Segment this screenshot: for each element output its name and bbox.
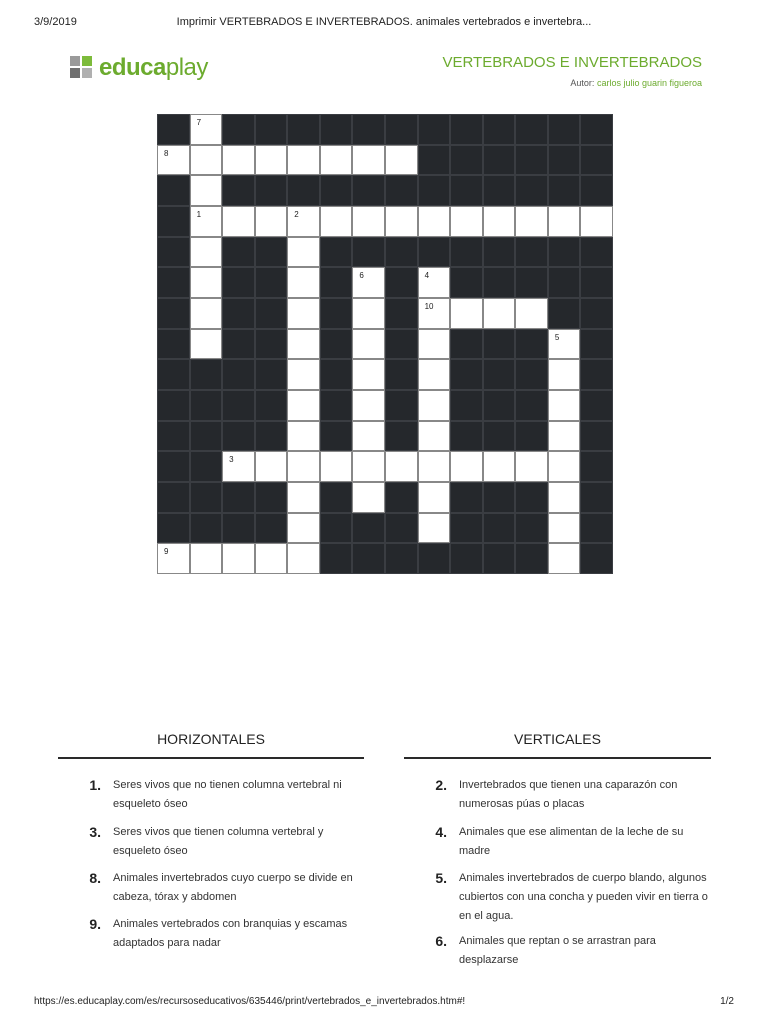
crossword-cell[interactable]	[483, 298, 516, 329]
crossword-puzzle	[157, 114, 613, 574]
crossword-block	[320, 543, 353, 574]
activity-title: VERTEBRADOS E INVERTEBRADOS	[442, 54, 702, 71]
crossword-block	[255, 513, 288, 544]
crossword-block	[385, 114, 418, 145]
crossword-cell[interactable]	[352, 390, 385, 421]
crossword-block	[255, 421, 288, 452]
crossword-cell[interactable]	[515, 451, 548, 482]
crossword-cell[interactable]	[287, 390, 320, 421]
crossword-cell[interactable]	[418, 298, 451, 329]
crossword-block	[157, 237, 190, 268]
crossword-block	[483, 237, 516, 268]
crossword-block	[255, 298, 288, 329]
crossword-cell[interactable]	[483, 451, 516, 482]
crossword-cell[interactable]	[548, 359, 581, 390]
clue-text: Seres vivos que no tienen columna vertebral ni esqueleto óseo	[113, 779, 342, 810]
clue-number: 10	[424, 302, 434, 311]
verticales-clue	[419, 776, 711, 814]
crossword-block	[157, 206, 190, 237]
crossword-cell[interactable]	[548, 206, 581, 237]
clue-number: 1	[196, 210, 202, 219]
crossword-block	[385, 267, 418, 298]
crossword-cell[interactable]	[190, 114, 223, 145]
logo-wordmark	[99, 54, 208, 82]
crossword-block	[222, 513, 255, 544]
crossword-cell[interactable]	[418, 482, 451, 513]
crossword-cell[interactable]	[548, 543, 581, 574]
crossword-block	[222, 482, 255, 513]
crossword-block	[450, 175, 483, 206]
crossword-grid	[157, 114, 613, 574]
crossword-cell[interactable]	[580, 206, 613, 237]
crossword-block	[190, 513, 223, 544]
logo-text-part2: play	[165, 54, 208, 81]
crossword-block	[385, 421, 418, 452]
crossword-block	[222, 267, 255, 298]
crossword-block	[483, 543, 516, 574]
crossword-cell[interactable]	[287, 421, 320, 452]
crossword-block	[287, 114, 320, 145]
verticales-divider	[404, 757, 711, 759]
crossword-block	[483, 329, 516, 360]
crossword-block	[255, 482, 288, 513]
verticales-clue	[419, 823, 711, 861]
clue-number: 8	[164, 148, 169, 158]
crossword-cell[interactable]	[548, 390, 581, 421]
crossword-block	[483, 390, 516, 421]
crossword-cell[interactable]	[548, 451, 581, 482]
crossword-block	[385, 482, 418, 513]
crossword-block	[515, 390, 548, 421]
crossword-cell[interactable]	[352, 482, 385, 513]
crossword-block	[222, 421, 255, 452]
crossword-cell[interactable]	[418, 206, 451, 237]
crossword-block	[450, 237, 483, 268]
crossword-block	[352, 114, 385, 145]
crossword-cell[interactable]	[385, 206, 418, 237]
crossword-block	[320, 359, 353, 390]
author-line	[570, 78, 702, 88]
crossword-cell[interactable]	[352, 451, 385, 482]
crossword-cell[interactable]	[418, 421, 451, 452]
crossword-cell[interactable]	[418, 359, 451, 390]
crossword-cell[interactable]	[255, 206, 288, 237]
crossword-block	[320, 267, 353, 298]
crossword-block	[320, 114, 353, 145]
print-date: 3/9/2019	[34, 16, 77, 28]
clue-list-number: 8.	[89, 870, 101, 886]
crossword-block	[580, 421, 613, 452]
crossword-cell[interactable]	[287, 513, 320, 544]
crossword-cell[interactable]	[352, 359, 385, 390]
crossword-cell[interactable]	[352, 145, 385, 176]
clue-list-number: 6.	[435, 933, 447, 949]
crossword-block	[515, 145, 548, 176]
crossword-cell[interactable]	[352, 298, 385, 329]
crossword-block	[450, 145, 483, 176]
crossword-cell[interactable]	[352, 206, 385, 237]
crossword-cell[interactable]	[287, 543, 320, 574]
crossword-block	[580, 329, 613, 360]
crossword-block	[580, 451, 613, 482]
crossword-block	[580, 267, 613, 298]
clue-text: Animales vertebrados con branquias y escamas adaptados para nadar	[113, 918, 348, 949]
crossword-block	[483, 267, 516, 298]
crossword-block	[385, 329, 418, 360]
crossword-block	[190, 482, 223, 513]
crossword-cell[interactable]	[255, 451, 288, 482]
crossword-block	[580, 114, 613, 145]
crossword-cell[interactable]	[548, 421, 581, 452]
horizontales-title: HORIZONTALES	[157, 731, 265, 747]
crossword-cell[interactable]	[515, 206, 548, 237]
clue-list-number: 9.	[89, 916, 101, 932]
crossword-block	[580, 390, 613, 421]
crossword-cell[interactable]	[190, 206, 223, 237]
clue-list-number: 3.	[89, 824, 101, 840]
crossword-block	[418, 114, 451, 145]
crossword-cell[interactable]	[287, 359, 320, 390]
crossword-block	[515, 329, 548, 360]
crossword-block	[385, 359, 418, 390]
crossword-block	[580, 513, 613, 544]
crossword-block	[255, 237, 288, 268]
crossword-cell[interactable]	[190, 329, 223, 360]
crossword-cell[interactable]	[418, 513, 451, 544]
clue-text: Seres vivos que tienen columna vertebral y esqueleto óseo	[113, 826, 324, 857]
crossword-block	[222, 237, 255, 268]
verticales-clue	[419, 869, 711, 926]
crossword-cell[interactable]	[190, 175, 223, 206]
crossword-block	[222, 359, 255, 390]
crossword-block	[515, 421, 548, 452]
crossword-cell[interactable]	[515, 298, 548, 329]
crossword-cell[interactable]	[287, 298, 320, 329]
logo-text-part1: educa	[99, 54, 166, 81]
crossword-block	[515, 114, 548, 145]
clue-list-number: 1.	[89, 777, 101, 793]
crossword-cell[interactable]	[548, 482, 581, 513]
crossword-block	[548, 145, 581, 176]
crossword-block	[483, 145, 516, 176]
crossword-block	[320, 237, 353, 268]
crossword-block	[190, 359, 223, 390]
crossword-block	[450, 390, 483, 421]
crossword-cell[interactable]	[157, 145, 190, 176]
crossword-block	[385, 390, 418, 421]
crossword-block	[580, 543, 613, 574]
print-document-title: Imprimir VERTEBRADOS E INVERTEBRADOS. animales vertebrados e invertebra...	[176, 16, 592, 28]
crossword-block	[450, 267, 483, 298]
crossword-block	[157, 390, 190, 421]
crossword-cell[interactable]	[352, 329, 385, 360]
crossword-block	[222, 329, 255, 360]
crossword-cell[interactable]	[222, 543, 255, 574]
crossword-block	[320, 421, 353, 452]
clue-list-number: 5.	[435, 870, 447, 886]
clue-number: 9	[164, 547, 169, 557]
crossword-cell[interactable]	[418, 390, 451, 421]
crossword-block	[157, 298, 190, 329]
crossword-cell[interactable]	[287, 451, 320, 482]
crossword-cell[interactable]	[255, 543, 288, 574]
crossword-block	[255, 390, 288, 421]
clue-text: Animales invertebrados cuyo cuerpo se divide en cabeza, tórax y abdomen	[113, 872, 353, 903]
crossword-block	[157, 513, 190, 544]
print-url: https://es.educaplay.com/es/recursoseducativos/635446/print/vertebrados_e_invertebrados.htm#!	[34, 996, 466, 1007]
crossword-cell[interactable]	[320, 145, 353, 176]
crossword-block	[157, 359, 190, 390]
verticales-clue	[419, 932, 711, 970]
crossword-block	[418, 237, 451, 268]
crossword-block	[515, 237, 548, 268]
crossword-cell[interactable]	[287, 237, 320, 268]
crossword-block	[255, 359, 288, 390]
crossword-cell[interactable]	[418, 451, 451, 482]
crossword-cell[interactable]	[222, 206, 255, 237]
crossword-cell[interactable]	[548, 329, 581, 360]
crossword-cell[interactable]	[450, 206, 483, 237]
crossword-cell[interactable]	[385, 145, 418, 176]
educaplay-logo-icon	[70, 56, 94, 80]
crossword-block	[352, 175, 385, 206]
crossword-cell[interactable]	[418, 267, 451, 298]
crossword-block	[580, 145, 613, 176]
crossword-cell[interactable]	[222, 451, 255, 482]
horizontales-clue	[73, 776, 363, 814]
crossword-cell[interactable]	[352, 267, 385, 298]
crossword-cell[interactable]	[450, 451, 483, 482]
crossword-block	[157, 114, 190, 145]
author-name: carlos julio guarin figueroa	[596, 78, 702, 88]
crossword-block	[483, 482, 516, 513]
crossword-cell[interactable]	[287, 267, 320, 298]
crossword-block	[320, 175, 353, 206]
crossword-cell[interactable]	[190, 267, 223, 298]
crossword-cell[interactable]	[190, 543, 223, 574]
crossword-cell[interactable]	[352, 421, 385, 452]
crossword-block	[548, 175, 581, 206]
crossword-block	[190, 421, 223, 452]
crossword-block	[483, 421, 516, 452]
crossword-block	[580, 482, 613, 513]
crossword-block	[320, 390, 353, 421]
crossword-block	[157, 329, 190, 360]
crossword-block	[352, 237, 385, 268]
crossword-block	[255, 267, 288, 298]
crossword-cell[interactable]	[385, 451, 418, 482]
crossword-block	[255, 329, 288, 360]
horizontales-clue	[73, 915, 363, 953]
crossword-cell[interactable]	[320, 451, 353, 482]
crossword-block	[548, 267, 581, 298]
crossword-block	[418, 175, 451, 206]
crossword-block	[385, 513, 418, 544]
crossword-block	[190, 390, 223, 421]
crossword-cell[interactable]	[190, 298, 223, 329]
crossword-cell[interactable]	[287, 482, 320, 513]
crossword-cell[interactable]	[157, 543, 190, 574]
crossword-block	[157, 421, 190, 452]
crossword-cell[interactable]	[418, 329, 451, 360]
crossword-block	[157, 175, 190, 206]
crossword-block	[190, 451, 223, 482]
crossword-block	[385, 543, 418, 574]
crossword-block	[222, 114, 255, 145]
verticales-title: VERTICALES	[514, 731, 601, 747]
crossword-block	[450, 513, 483, 544]
crossword-block	[352, 543, 385, 574]
clue-number: 6	[359, 271, 364, 281]
crossword-cell[interactable]	[548, 513, 581, 544]
crossword-block	[515, 175, 548, 206]
crossword-cell[interactable]	[255, 145, 288, 176]
crossword-block	[483, 114, 516, 145]
crossword-cell[interactable]	[287, 329, 320, 360]
crossword-block	[385, 237, 418, 268]
crossword-block	[385, 175, 418, 206]
crossword-block	[515, 543, 548, 574]
crossword-block	[483, 175, 516, 206]
crossword-cell[interactable]	[190, 145, 223, 176]
crossword-block	[320, 513, 353, 544]
crossword-block	[580, 298, 613, 329]
crossword-block	[418, 543, 451, 574]
clue-number: 3	[229, 455, 234, 465]
crossword-cell[interactable]	[190, 237, 223, 268]
crossword-block	[157, 267, 190, 298]
page-number: 1/2	[720, 996, 734, 1007]
horizontales-clue	[73, 869, 363, 907]
crossword-block	[157, 451, 190, 482]
horizontales-divider	[58, 757, 364, 759]
crossword-block	[450, 543, 483, 574]
crossword-block	[580, 359, 613, 390]
crossword-cell[interactable]	[287, 206, 320, 237]
clue-text: Invertebrados que tienen una caparazón con numerosas púas o placas	[459, 779, 678, 810]
crossword-cell[interactable]	[222, 145, 255, 176]
crossword-block	[385, 298, 418, 329]
crossword-block	[450, 359, 483, 390]
crossword-block	[580, 175, 613, 206]
crossword-block	[450, 329, 483, 360]
clue-number: 5	[554, 332, 560, 342]
crossword-cell[interactable]	[450, 298, 483, 329]
clue-list-number: 2.	[435, 777, 447, 793]
crossword-block	[222, 298, 255, 329]
crossword-block	[515, 359, 548, 390]
crossword-block	[483, 513, 516, 544]
crossword-block	[157, 482, 190, 513]
crossword-block	[320, 329, 353, 360]
crossword-block	[450, 421, 483, 452]
educaplay-logo	[70, 55, 208, 81]
clue-text: Animales invertebrados de cuerpo blando, algunos cubiertos con una concha y pueden vivir en tierra o en el agua.	[459, 872, 708, 922]
crossword-block	[222, 175, 255, 206]
crossword-block	[255, 175, 288, 206]
crossword-block	[515, 513, 548, 544]
crossword-cell[interactable]	[320, 206, 353, 237]
crossword-block	[320, 298, 353, 329]
crossword-block	[418, 145, 451, 176]
clue-list-number: 4.	[435, 824, 447, 840]
clue-text: Animales que ese alimentan de la leche de su madre	[459, 826, 684, 857]
author-label: Autor:	[570, 78, 595, 88]
crossword-block	[548, 298, 581, 329]
crossword-block	[222, 390, 255, 421]
horizontales-clue	[73, 823, 363, 861]
crossword-block	[450, 114, 483, 145]
clue-text: Animales que reptan o se arrastran para desplazarse	[459, 935, 656, 966]
clue-number: 7	[196, 118, 202, 127]
crossword-block	[548, 114, 581, 145]
crossword-block	[320, 482, 353, 513]
crossword-block	[483, 359, 516, 390]
crossword-block	[287, 175, 320, 206]
clue-number: 2	[294, 210, 299, 219]
crossword-block	[450, 482, 483, 513]
crossword-cell[interactable]	[287, 145, 320, 176]
crossword-block	[352, 513, 385, 544]
crossword-block	[580, 237, 613, 268]
crossword-block	[515, 267, 548, 298]
clue-number: 4	[424, 271, 430, 281]
crossword-block	[255, 114, 288, 145]
crossword-cell[interactable]	[483, 206, 516, 237]
crossword-block	[548, 237, 581, 268]
crossword-block	[515, 482, 548, 513]
